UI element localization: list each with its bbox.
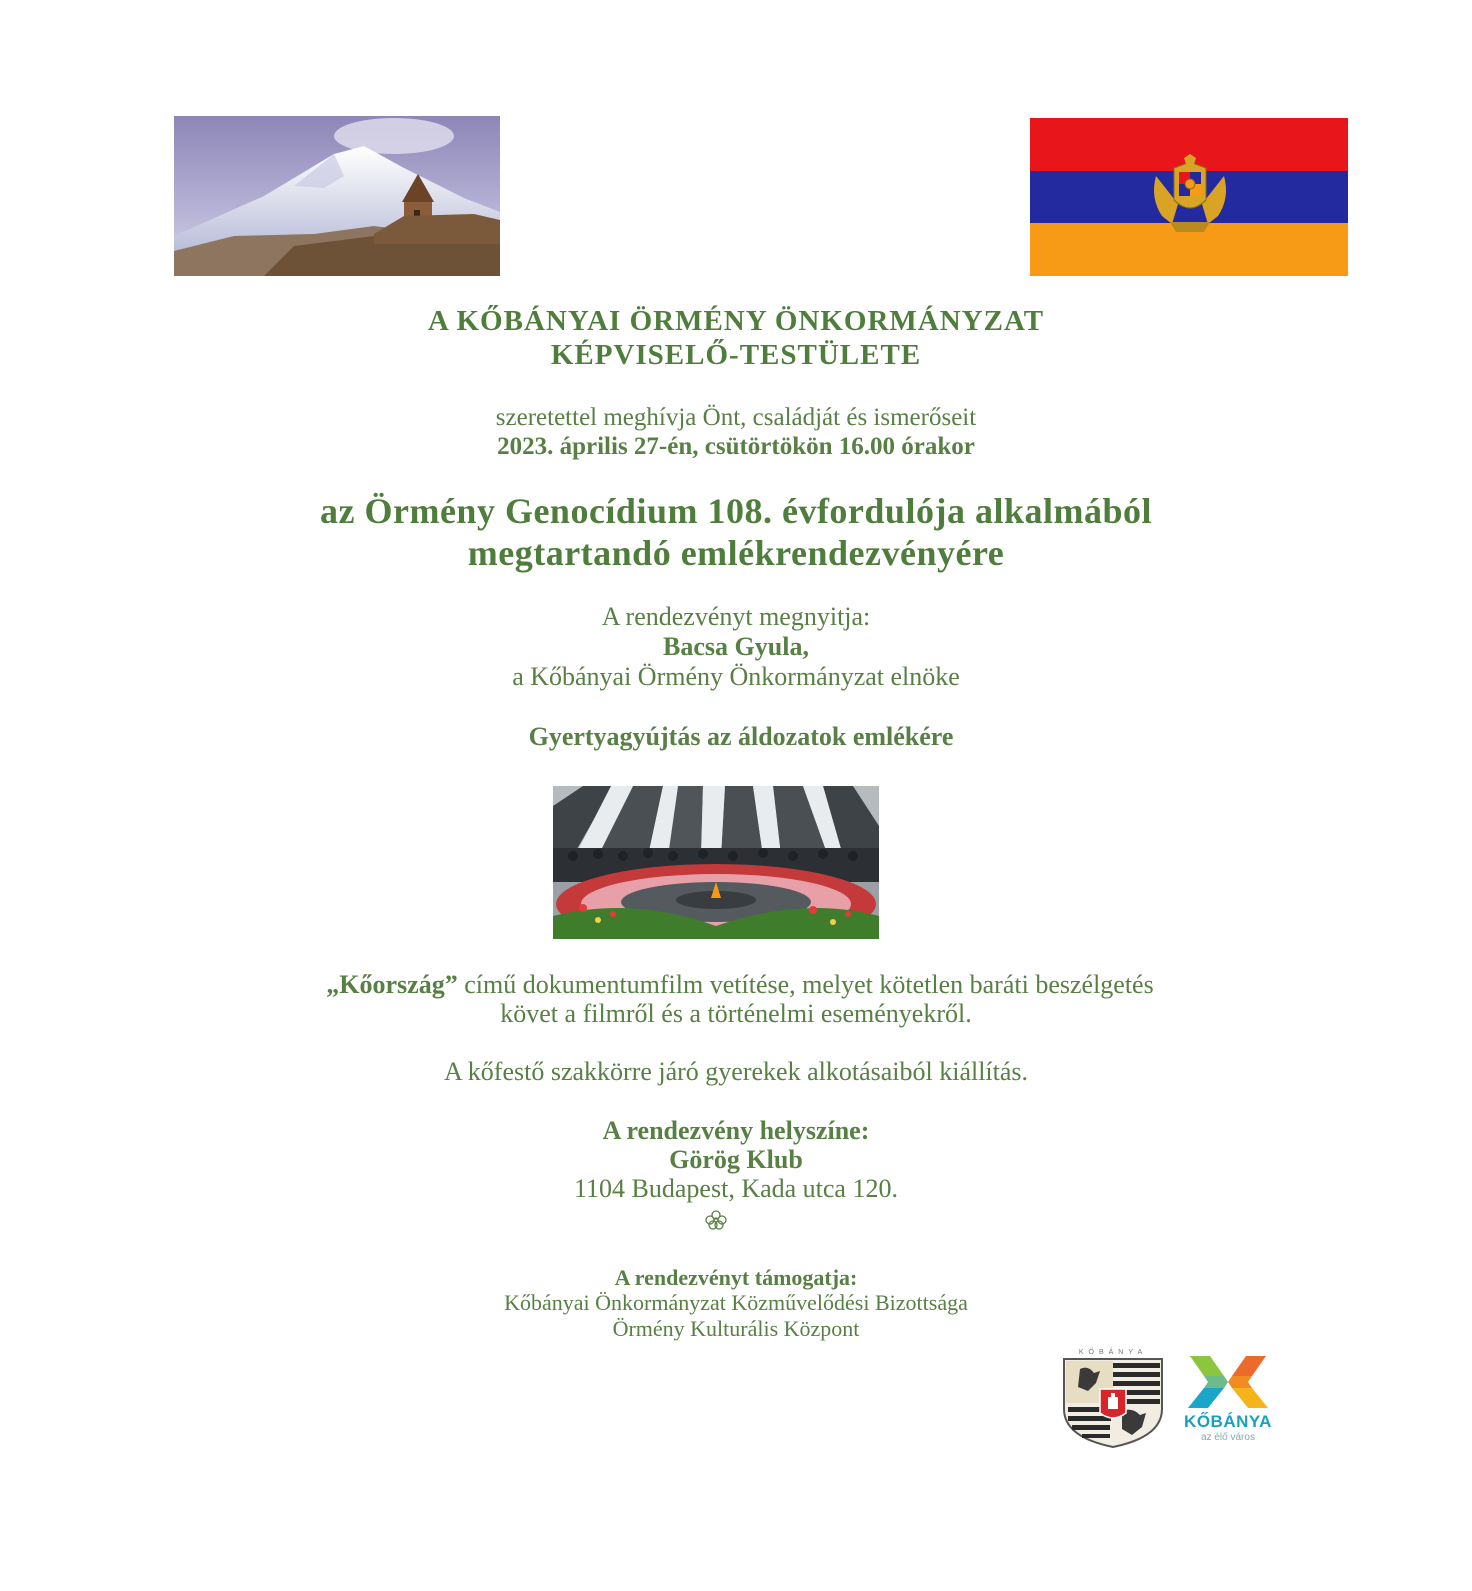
- invite-line: szeretettel meghívja Önt, családját és ismerőseit: [495, 404, 977, 431]
- event-title-line-2: megtartandó emlékrendezvényére: [467, 533, 1005, 573]
- armenian-flag: [1030, 118, 1348, 276]
- support-line-2: Örmény Kulturális Központ: [612, 1316, 860, 1341]
- brand-tagline: az élő város: [1201, 1432, 1255, 1443]
- opening-name: Bacsa Gyula,: [663, 632, 809, 661]
- venue-label: A rendezvény helyszíne:: [602, 1116, 870, 1145]
- crest-shield-icon: [1060, 1357, 1166, 1449]
- venue-address: 1104 Budapest, Kada utca 120.: [574, 1174, 898, 1203]
- crest-caption: KŐBÁNYA: [1078, 1349, 1148, 1356]
- ararat-photo: [174, 116, 500, 276]
- invite-date: 2023. április 27-én, csütörtökön 16.00 órakor: [497, 433, 975, 460]
- header-line-2: KÉPVISELŐ-TESTÜLETE: [550, 339, 922, 371]
- venue-name: Görög Klub: [669, 1145, 803, 1174]
- support-label: A rendezvényt támogatja:: [614, 1265, 858, 1290]
- opening-label: A rendezvényt megnyitja:: [601, 602, 871, 631]
- film-line-1: [210, 970, 1270, 1000]
- memorial-photo: [553, 786, 879, 939]
- coat-of-arms-icon: [1148, 154, 1232, 238]
- exhibition-line: A kőfestő szakkörre járó gyerekek alkotásaiból kiállítás.: [443, 1057, 1029, 1086]
- support-line-1: Kőbányai Önkormányzat Közművelődési Bizottsága: [504, 1290, 968, 1315]
- film-description: című dokumentumfilm vetítése, melyet kötetlen baráti beszélgetés: [457, 970, 1154, 999]
- film-line-2: követ a filmről és a történelmi eseményekről.: [500, 999, 972, 1028]
- flower-ornament-icon: [704, 1209, 728, 1231]
- header-line-1: A KŐBÁNYAI ÖRMÉNY ÖNKORMÁNYZAT: [427, 305, 1045, 337]
- candle-lighting: Gyertyagyújtás az áldozatok emlékére: [528, 722, 954, 751]
- brand-name: KŐBÁNYA: [1184, 1412, 1272, 1431]
- film-title: „Kőország”: [326, 970, 458, 999]
- kobanya-crest: [1060, 1348, 1166, 1450]
- event-title-line-1: az Örmény Genocídium 108. évfordulója alkalmából: [320, 491, 1152, 531]
- kobanya-brand-logo: [1168, 1352, 1288, 1452]
- kobanya-x-logo-icon: [1168, 1352, 1288, 1412]
- opening-role: a Kőbányai Örmény Önkormányzat elnöke: [512, 662, 960, 691]
